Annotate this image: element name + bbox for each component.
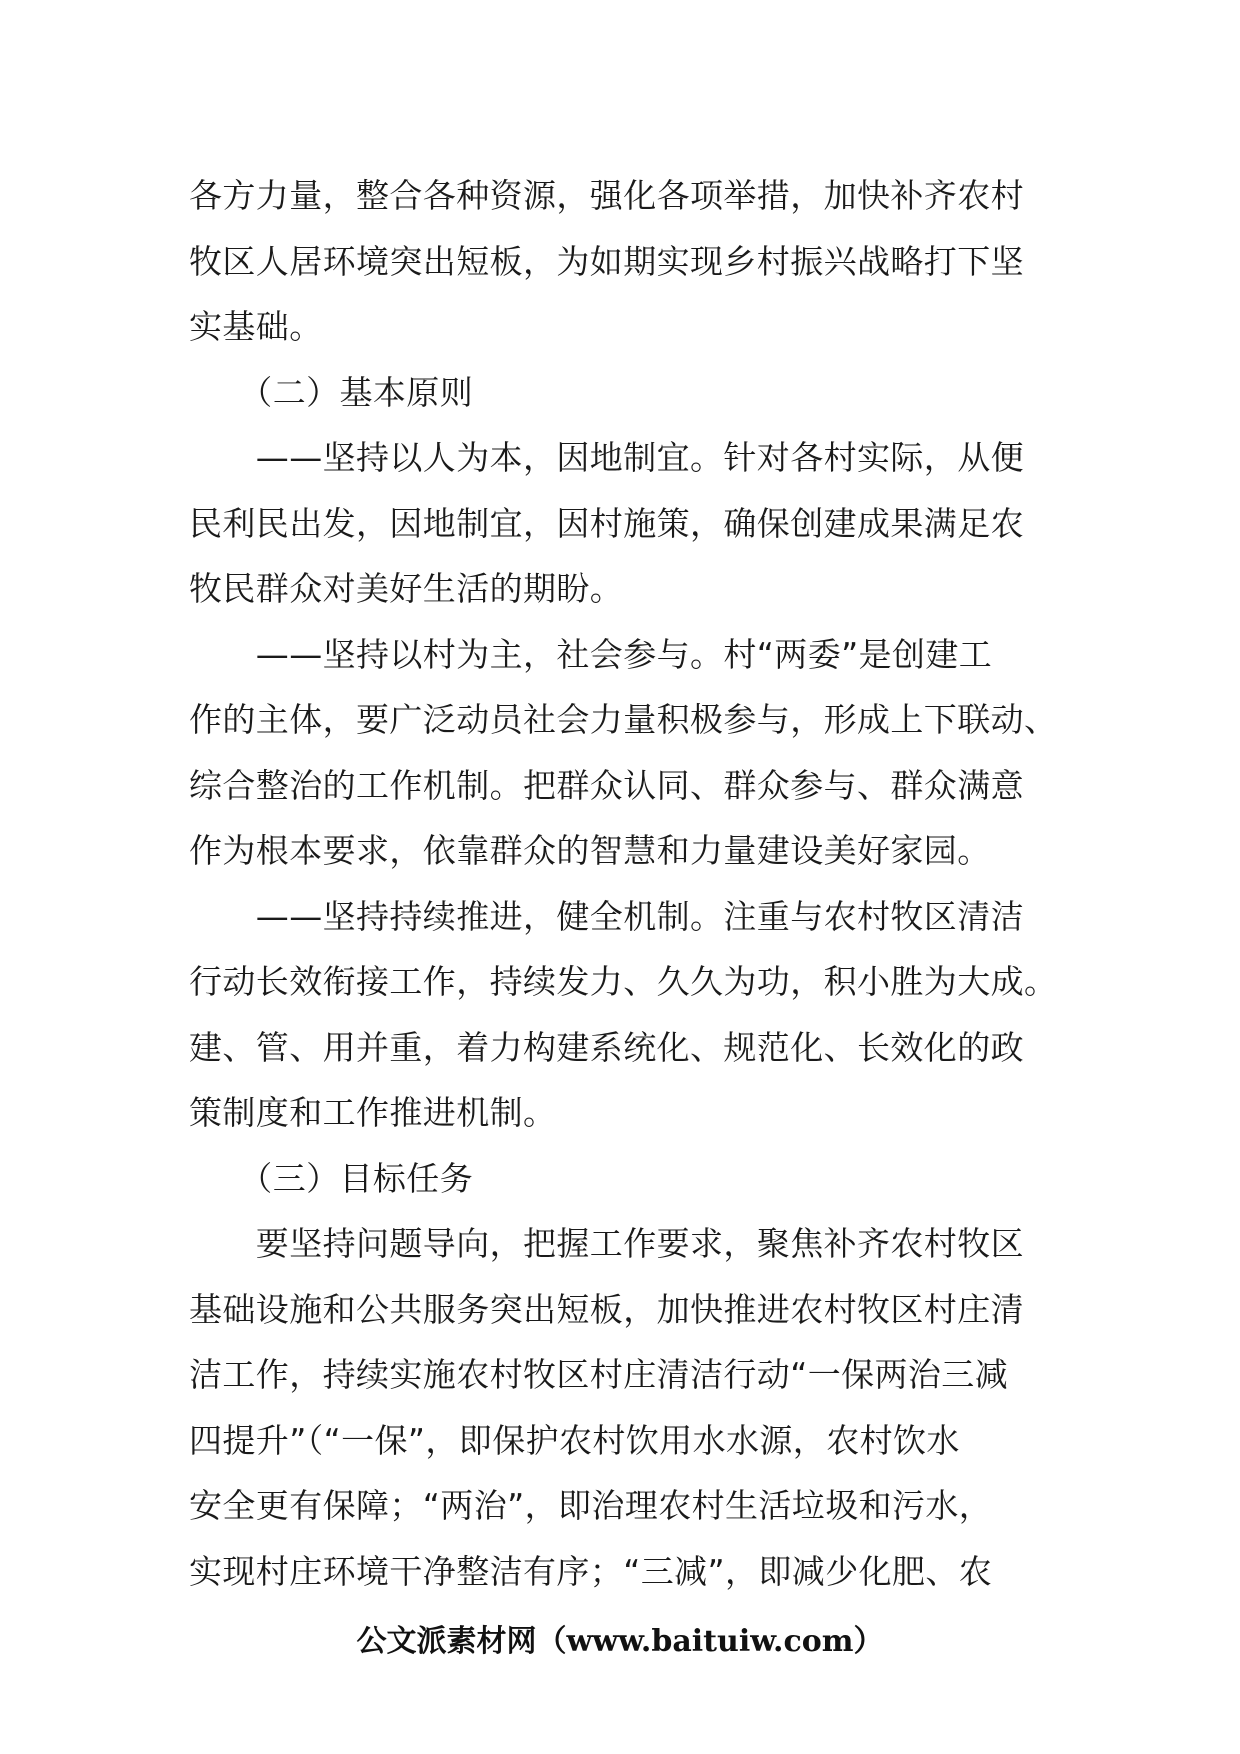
text-line: 牧民群众对美好生活的期盼。	[189, 569, 624, 608]
text-line: 实现村庄环境干净整洁有序；“三减”，即减少化肥、农	[189, 1551, 993, 1591]
text-line: 作的主体，要广泛动员社会力量积极参与，形成上下联动、	[189, 700, 1058, 739]
footer-source: 公文派素材网（www.baituiw.com）	[356, 1624, 884, 1659]
text-line: 要坚持问题导向，把握工作要求，聚焦补齐农村牧区	[189, 1224, 1024, 1263]
text-line: 安全更有保障；“两治”，即治理农村生活垃圾和污水，	[189, 1486, 993, 1525]
text-line: 行动长效衔接工作，持续发力、久久为功，积小胜为大成。	[189, 962, 1058, 1001]
text-line: 民利民出发，因地制宜，因村施策，确保创建成果满足农	[189, 503, 1024, 543]
document-body	[189, 163, 1058, 1604]
text-line: ——坚持持续推进，健全机制。注重与农村牧区清洁	[189, 896, 1024, 936]
text-line: 综合整治的工作机制。把群众认同、群众参与、群众满意	[189, 765, 1024, 805]
text-line: 作为根本要求，依靠群众的智慧和力量建设美好家园。	[189, 831, 991, 870]
text-line: ——坚持以人为本，因地制宜。针对各村实际，从便	[189, 438, 1024, 477]
text-line: 基础设施和公共服务突出短板，加快推进农村牧区村庄清	[189, 1289, 1024, 1329]
text-line: 各方力量，整合各种资源，强化各项举措，加快补齐农村	[189, 176, 1024, 215]
text-line: 策制度和工作推进机制。	[189, 1093, 557, 1132]
text-line: ——坚持以村为主，社会参与。村“两委”是创建工	[189, 634, 993, 674]
section-heading: （二）基本原则	[189, 372, 474, 412]
section-heading: （三）目标任务	[189, 1158, 474, 1198]
text-line: 四提升”（“一保”，即保护农村饮用水水源，农村饮水	[189, 1420, 960, 1460]
text-line: 实基础。	[189, 307, 323, 346]
text-line: 建、管、用并重，着力构建系统化、规范化、长效化的政	[189, 1027, 1024, 1067]
text-line: 洁工作，持续实施农村牧区村庄清洁行动“一保两治三减	[189, 1355, 1009, 1394]
text-line: 牧区人居环境突出短板，为如期实现乡村振兴战略打下坚	[189, 241, 1024, 281]
